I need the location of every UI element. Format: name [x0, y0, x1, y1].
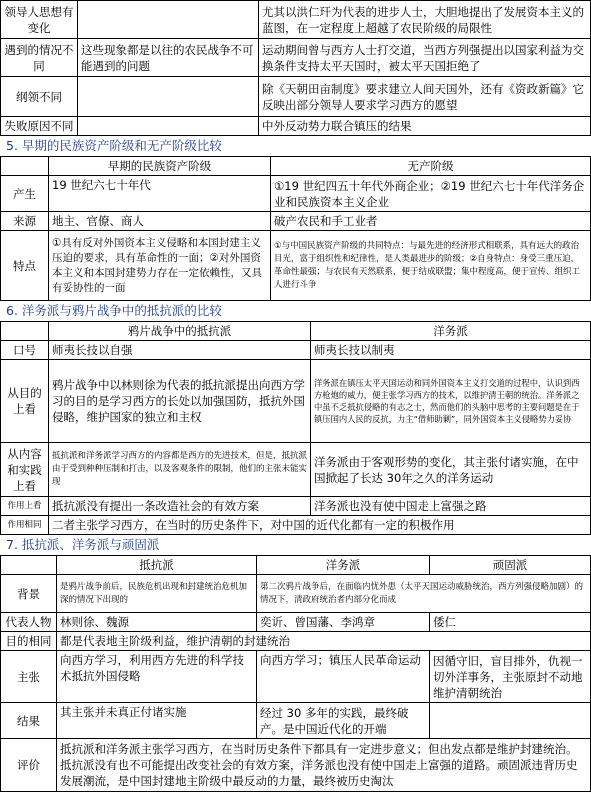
cell: 第二次鸦片战争后，在面临内忧外患（太平天国运动威胁统治，西方列强侵略加剧）的情况下，清政府统治者内部分化而成	[257, 575, 591, 613]
cell: 这些现象都是以往的农民战争不可能遇到的问题	[78, 39, 259, 77]
cell: 洋务派由于客观形势的变化，其主张付诸实施，在中国掀起了长达 30年之久的洋务运动	[311, 443, 591, 497]
cell: 因循守旧，盲目排外，仇视一切外洋事务，主张原封不动地维护清朝统治	[430, 651, 591, 703]
cell: 都是代表地主阶级利益，维护清朝的封建统治	[57, 632, 591, 651]
cell: 抵抗派没有提出一条改造社会的有效方案	[49, 497, 311, 516]
table-row	[1, 176, 591, 212]
header-cell: 顽固派	[430, 556, 591, 575]
cell: ①具有反对外国资本主义侵略和本国封建主义压迫的要求，具有革命性的一面；②对外国资本主义和本国封建势力存在一定依赖性，又具有妥协性的一面	[49, 231, 271, 301]
row-label: 特点	[1, 231, 49, 301]
header-cell: 洋务派	[311, 322, 591, 341]
table-row	[1, 651, 591, 703]
table-row	[1, 39, 591, 77]
cell: ①与中国民族资产阶级的共同特点：与最先进的经济形式相联系，具有远大的政治目光，富于组织性和纪律性，是人类最进步的阶级；②自身特点：身受三重压迫，革命性最强；与农民有天然联系，便于结成联盟；集中程度高，便于宣传、组织工人进行斗争	[271, 231, 591, 301]
cell: 中外反动势力联合镇压的结果	[259, 117, 591, 136]
row-label: 产生	[1, 176, 49, 212]
row-label: 领导人思想有变化	[1, 1, 78, 39]
table-row	[1, 632, 591, 651]
table-row	[1, 497, 591, 516]
cell: 抵抗派和洋务派学习西方的内容都是西方的先进技术，但是，抵抗派由于受到种种压制和打击，以及客观条件的限制，他们的主张未能实现	[49, 443, 311, 497]
row-label: 目的相同	[1, 632, 57, 651]
table-row	[1, 360, 591, 443]
table-header-row	[1, 556, 591, 575]
cell: 19 世纪六七十年代	[49, 176, 271, 212]
cell: 师夷长技以制夷	[311, 341, 591, 360]
comparison-table-resistance-westernization	[0, 321, 591, 535]
header-cell	[1, 157, 49, 176]
table-row	[1, 739, 591, 792]
cell	[78, 117, 259, 136]
row-label: 来源	[1, 212, 49, 231]
cell: 地主、官僚、商人	[49, 212, 271, 231]
table-row	[1, 77, 591, 117]
row-label: 背景	[1, 575, 57, 613]
cell: 鸦片战争中以林则徐为代表的抵抗派提出向西方学习的目的是学习西方的长处以加强国防，抵抗外国侵略，维护国家的独立和主权	[49, 360, 311, 443]
header-cell	[1, 556, 57, 575]
cell: 向西方学习；镇压人民革命运动	[257, 651, 430, 703]
cell: 抵抗派和洋务派主张学习西方，在当时历史条件下都具有一定进步意义；但出发点都是维护封建统治。抵抗派没有也不可能提出改变社会的有效方案，洋务派也没有使中国走上富强的道路。顽固派违背历史发展潮流，是中国封建地主阶级中最反动的力量，最终被历史淘汰	[57, 739, 591, 792]
row-label: 遇到的情况不同	[1, 39, 78, 77]
table-row	[1, 212, 591, 231]
cell: ①19 世纪四五十年代外商企业；②19 世纪六七十年代洋务企业和民族资本主义企业	[271, 176, 591, 212]
cell: 向西方学习，利用西方先进的科学技术抵抗外国侵略	[57, 651, 257, 703]
row-label: 作用相同	[1, 516, 49, 535]
header-cell	[1, 322, 49, 341]
cell: 尤其以洪仁玕为代表的进步人士，大胆地提出了发展资本主义的蓝图，在一定程度上超越了农民阶级的局限性	[259, 1, 591, 39]
cell	[430, 703, 591, 739]
row-label: 作用上看	[1, 497, 49, 516]
table-row	[1, 613, 591, 632]
table-row	[1, 443, 591, 497]
cell: 洋务派也没有使中国走上富强之路	[311, 497, 591, 516]
table-row	[1, 231, 591, 301]
cell: 林则徐、魏源	[57, 613, 257, 632]
cell: 师夷长技以自强	[49, 341, 311, 360]
table-row	[1, 516, 591, 535]
cell	[78, 1, 259, 39]
table-row	[1, 341, 591, 360]
cell: 其主张并未真正付诸实施	[57, 703, 257, 739]
cell	[78, 77, 259, 117]
section-title-6: 6. 洋务派与鸦片战争中的抵抗派的比较	[6, 303, 222, 318]
comparison-table-classes	[0, 156, 591, 301]
table-row	[1, 1, 591, 39]
cell: 除《天朝田亩制度》要求建立人间天国外，还有《资政新篇》它反映出部分领导人要求学习西方的愿望	[259, 77, 591, 117]
cell: 洋务派在镇压太平天国运动和同外国资本主义打交道的过程中，认识到西方枪炮的威力，便主张学习西方的技术，以维护清王朝的统治。洋务派之中虽不乏抵抗侵略的有志之士，然而他们的头脑中思考的主要问题是在于镇压国内人民的反抗，力主“借师助剿”，同外国资本主义侵略势力妥协	[311, 360, 591, 443]
header-cell: 洋务派	[257, 556, 430, 575]
cell: 是鸦片战争前后，民族危机出现和封建统治危机加深的情况下出现的	[57, 575, 257, 613]
row-label: 代表人物	[1, 613, 57, 632]
header-cell: 抵抗派	[57, 556, 257, 575]
section-title-7: 7. 抵抗派、洋务派与顽固派	[6, 537, 160, 552]
table-row	[1, 575, 591, 613]
table-row	[1, 703, 591, 739]
cell: 经过 30 多年的实践，最终破产。是中国近代化的开端	[257, 703, 430, 739]
cell: 二者主张学习西方，在当时的历史条件下，对中国的近代化都有一定的积极作用	[49, 516, 591, 535]
cell: 奕䜣、曾国藩、李鸿章	[257, 613, 430, 632]
header-cell: 鸦片战争中的抵抗派	[49, 322, 311, 341]
row-label: 评价	[1, 739, 57, 792]
cell: 倭仁	[430, 613, 591, 632]
row-label: 口号	[1, 341, 49, 360]
table-row	[1, 117, 591, 136]
cell: 运动期间曾与西方人士打交道，当西方列强提出以国家利益为交换条件支持太平天国时，被太平天国拒绝了	[259, 39, 591, 77]
header-cell: 无产阶级	[271, 157, 591, 176]
cell: 破产农民和手工业者	[271, 212, 591, 231]
table-header-row	[1, 322, 591, 341]
row-label: 从目的上看	[1, 360, 49, 443]
comparison-table-three-factions	[0, 555, 591, 792]
section-title-5: 5. 早期的民族资产阶级和无产阶级比较	[6, 138, 222, 153]
row-label: 结果	[1, 703, 57, 739]
row-label: 从内容和实践上看	[1, 443, 49, 497]
row-label: 失败原因不同	[1, 117, 78, 136]
row-label: 主张	[1, 651, 57, 703]
table-header-row	[1, 157, 591, 176]
header-cell: 早期的民族资产阶级	[49, 157, 271, 176]
row-label: 纲领不同	[1, 77, 78, 117]
comparison-table-taiping	[0, 0, 591, 136]
